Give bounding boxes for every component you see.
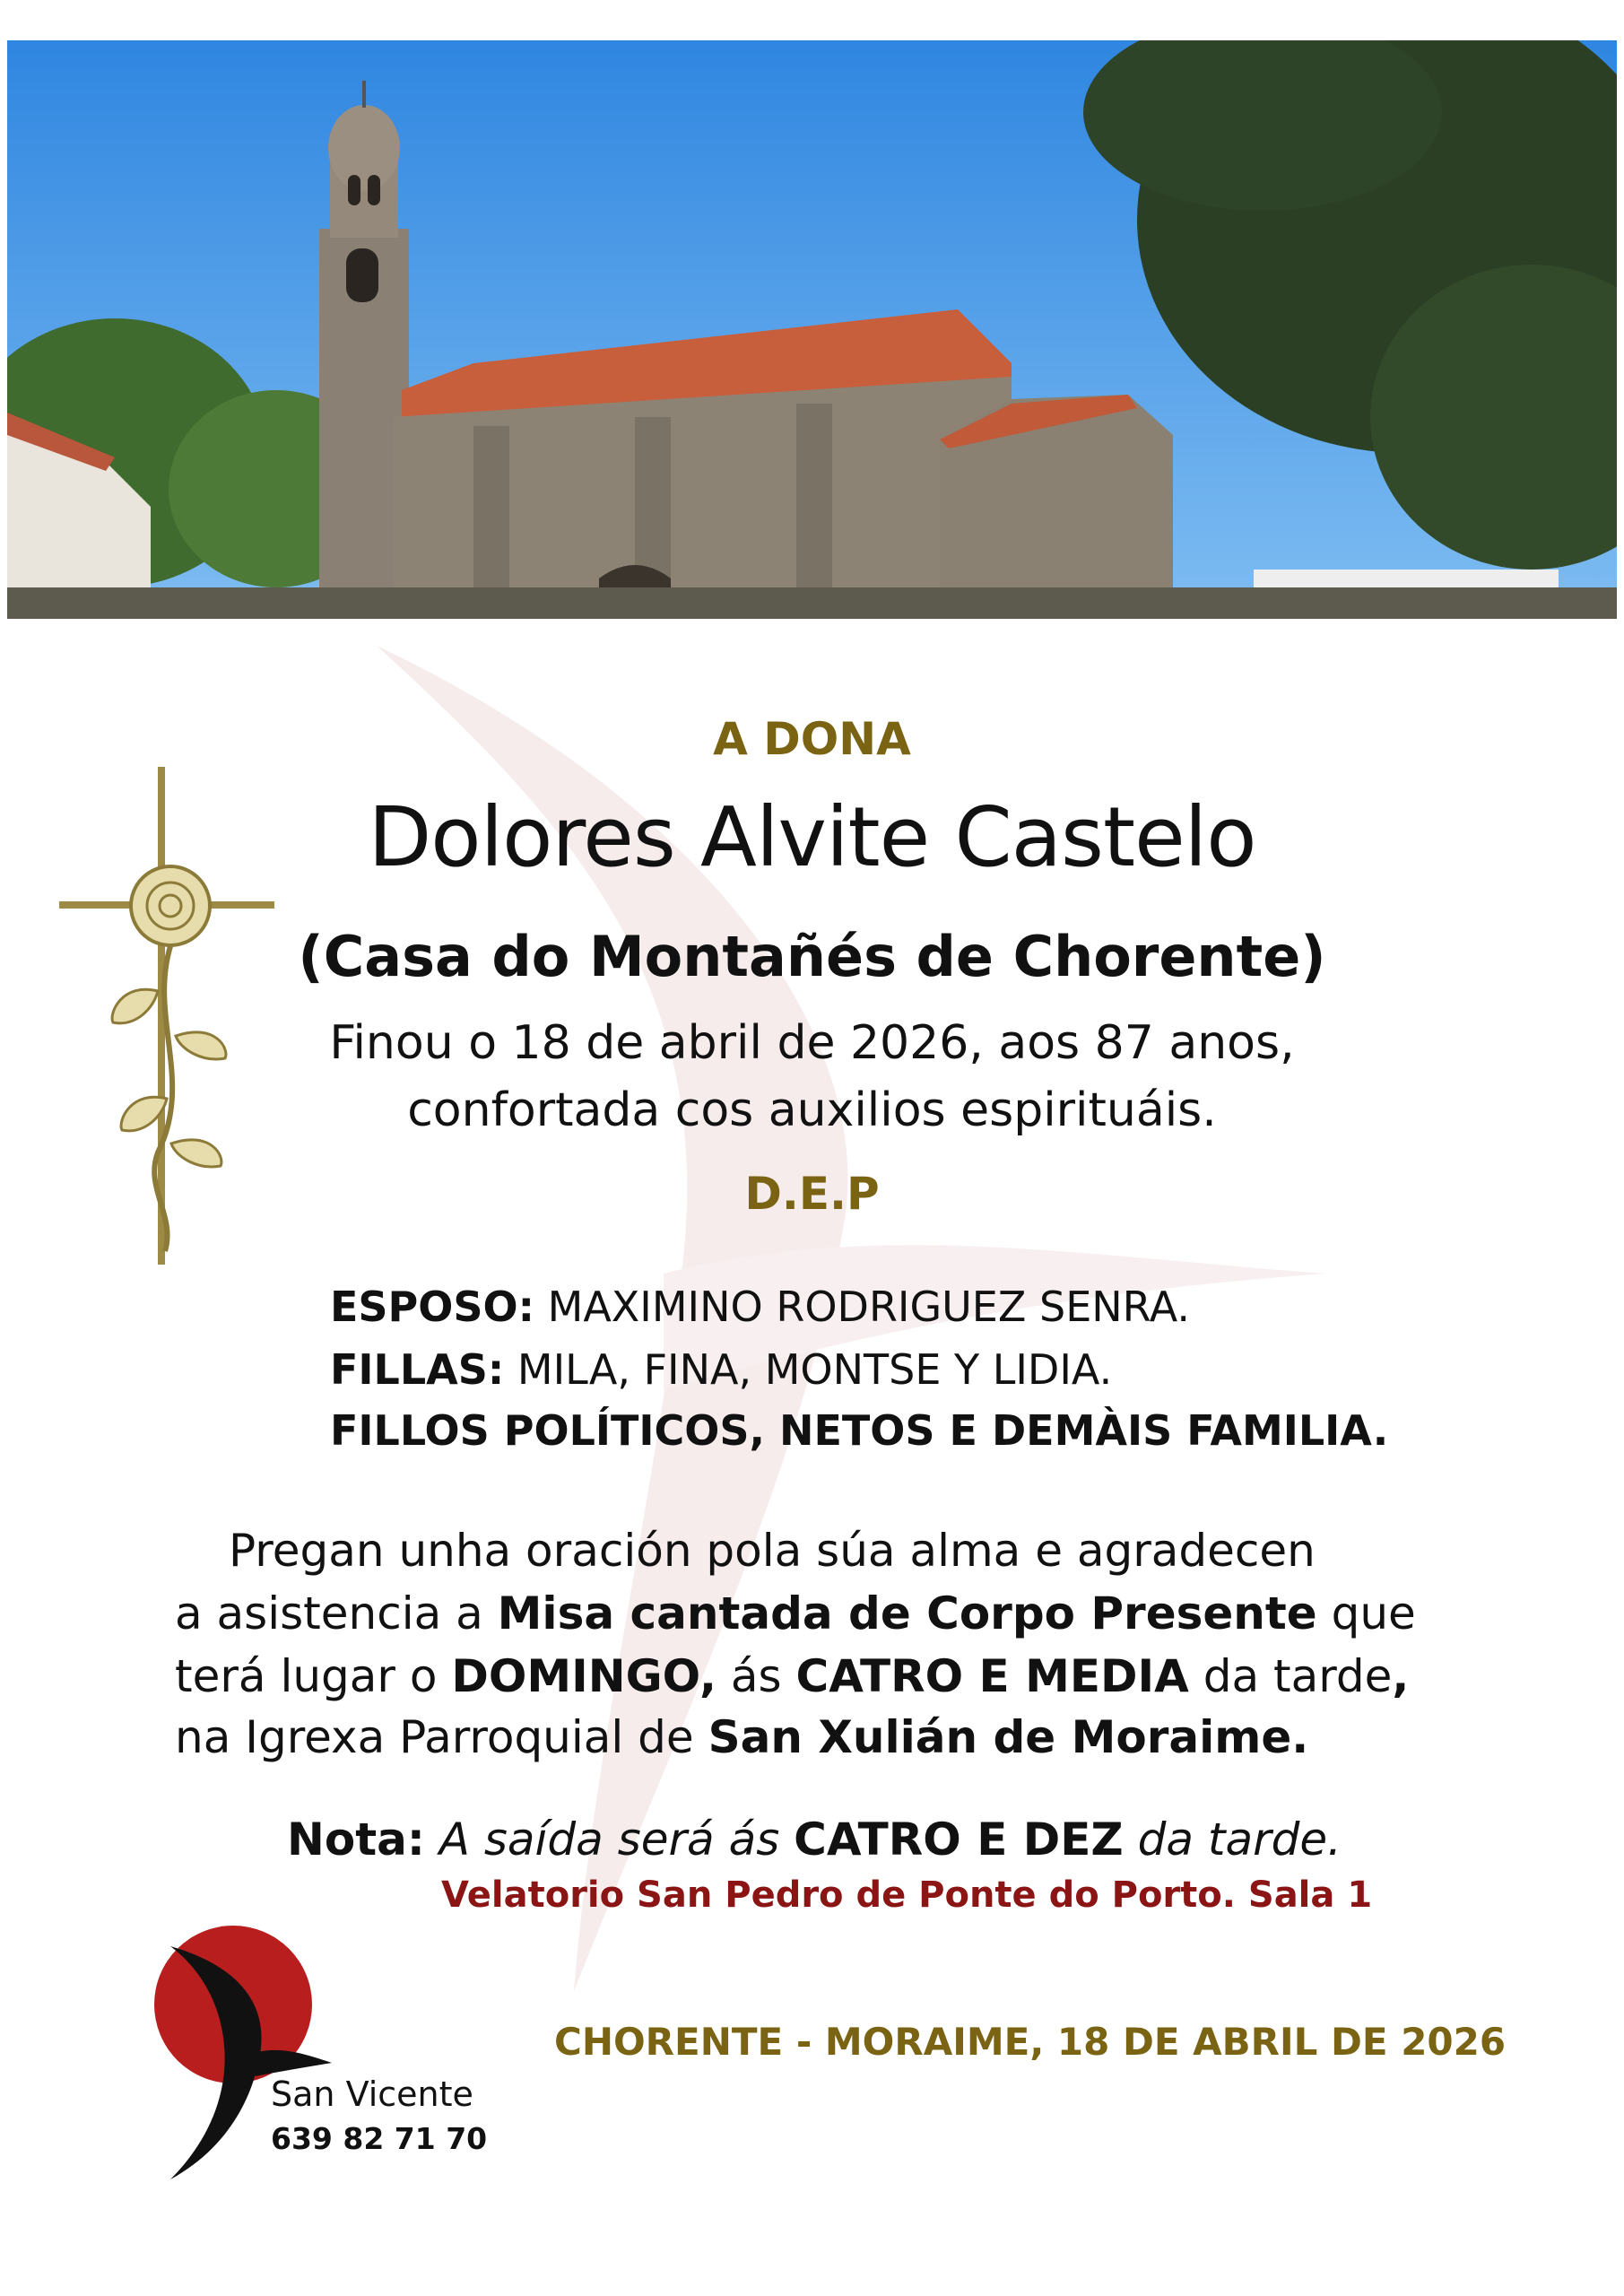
prayer-l3d: CATRO E MEDIA — [795, 1650, 1189, 1702]
daughters-label: FILLAS: — [330, 1345, 505, 1394]
house-name: (Casa do Montañés de Chorente) — [298, 924, 1326, 989]
note-text-b: CATRO E DEZ — [794, 1813, 1124, 1866]
prayer-l4b: San Xulián de Moraime. — [708, 1711, 1309, 1763]
daughters-names: MILA, FINA, MONTSE Y LIDIA. — [504, 1345, 1113, 1394]
prayer-l3c: ás — [716, 1650, 796, 1702]
prayer-l4a: na Igrexa Parroquial de — [175, 1711, 708, 1763]
prayer-line-4 — [175, 1711, 1308, 1763]
death-line-1: Finou o 18 de abril de 2026, aos 87 anos, — [329, 1016, 1295, 1070]
note-text-c: da tarde. — [1123, 1813, 1342, 1866]
family-daughters — [330, 1345, 1112, 1394]
family-spouse — [330, 1283, 1190, 1331]
spouse-label: ESPOSO: — [330, 1283, 535, 1331]
prayer-l2a: a asistencia a — [175, 1587, 498, 1639]
prayer-line-1: Pregan unha oración pola súa alma e agradecen — [229, 1525, 1316, 1577]
prayer-l3a: terá lugar o — [175, 1650, 452, 1702]
prayer-l3f: , — [1392, 1650, 1410, 1702]
prayer-l2b: Misa cantada de Corpo Presente — [497, 1587, 1317, 1639]
title-prefix: A DONA — [713, 713, 911, 765]
place-date: CHORENTE - MORAIME, 18 DE ABRIL DE 2026 — [554, 2020, 1507, 2064]
note-label: Nota: — [287, 1813, 425, 1866]
prayer-l3b: DOMINGO, — [451, 1650, 717, 1702]
spouse-name: MAXIMINO RODRIGUEZ SENRA. — [534, 1283, 1191, 1331]
company-phone: 639 82 71 70 — [271, 2121, 488, 2156]
prayer-l3e: da tarde — [1188, 1650, 1393, 1702]
deceased-name: Dolores Alvite Castelo — [368, 789, 1256, 885]
death-line-2: confortada cos auxilios espirituáis. — [407, 1083, 1217, 1137]
church-photo — [7, 40, 1617, 619]
family-others: FILLOS POLÍTICOS, NETOS E DEMÀIS FAMILIA. — [330, 1406, 1389, 1455]
prayer-line-2 — [175, 1587, 1416, 1639]
company-name: San Vicente — [271, 2074, 473, 2114]
velatorio-line: Velatorio San Pedro de Ponte do Porto. Sala 1 — [441, 1874, 1373, 1916]
note-text-a: A saída será ás — [424, 1813, 795, 1866]
note-line — [287, 1813, 1342, 1866]
dep-label: D.E.P — [744, 1168, 880, 1220]
prayer-line-3 — [175, 1650, 1409, 1702]
prayer-l2c: que — [1316, 1587, 1416, 1639]
